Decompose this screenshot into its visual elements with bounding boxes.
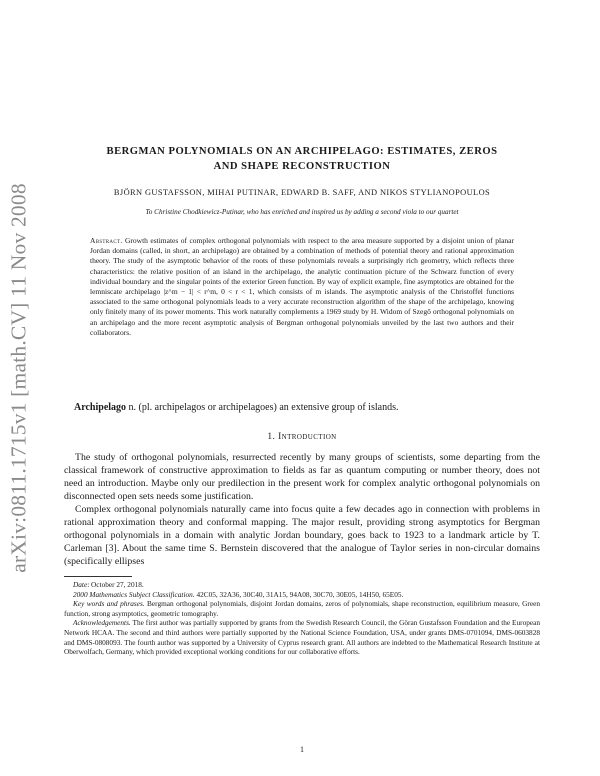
epigraph-term: Archipelago <box>74 402 127 413</box>
footnote-keywords-value: Bergman orthogonal polynomials, disjoint Jordan domains, zeros of polynomials, shape reconstruction, equilibrium measure, Green function, strong asymptotics, geometric tomography. <box>64 599 540 618</box>
footnote-date-value: : October 27, 2018. <box>87 580 144 589</box>
footnote-acknowledgements <box>64 618 540 656</box>
epigraph-definition: n. (pl. archipelagos or archipelagoes) an extensive group of islands. <box>128 402 399 413</box>
title-line-2: AND SHAPE RECONSTRUCTION <box>213 161 391 172</box>
epigraph <box>74 402 534 413</box>
footnote-date-label: Date <box>73 580 88 589</box>
footnote-msc <box>64 590 540 600</box>
page-number: 1 <box>300 745 304 754</box>
author-list: BJÖRN GUSTAFSSON, MIHAI PUTINAR, EDWARD B. SAFF, AND NIKOS STYLIANOPOULOS <box>113 188 491 197</box>
abstract <box>90 236 514 338</box>
footnote-msc-label: 2000 Mathematics Subject Classification. <box>73 589 195 599</box>
arxiv-sidebar-stamp <box>4 168 34 588</box>
footnote-keywords <box>64 599 540 618</box>
footnotes <box>64 580 540 657</box>
dedication: To Christine Chodkiewicz-Putinar, who has enriched and inspired us by adding a second viola to our quartet <box>145 208 459 216</box>
body-text <box>64 451 540 568</box>
footnote-ack-label: Acknowledgements. <box>73 618 131 628</box>
footnote-rule <box>64 576 132 577</box>
title-line-1: BERGMAN POLYNOMIALS ON AN ARCHIPELAGO: ESTIMATES, ZEROS <box>106 146 498 157</box>
abstract-label: Abstract. <box>90 236 123 245</box>
paper-title <box>64 144 540 174</box>
paragraph-1: The study of orthogonal polynomials, resurrected recently by many groups of scientists, some departing from the classical framework of constructive approximation to fields as far as quantum computing or number theory, does not need an introduction. Maybe only our predilection in the present work for complex analytic orthogonal polynomials on disconnected open sets needs some justification. <box>64 452 540 502</box>
footnote-msc-value: 42C05, 32A36, 30C40, 31A15, 94A08, 30C70, 30E05, 14H50, 65E05. <box>196 589 404 599</box>
arxiv-identifier: arXiv:0811.1715v1 [math.CV] 11 Nov 2008 <box>6 183 31 573</box>
section-heading: 1. Introduction <box>267 432 337 442</box>
footnote-keywords-label: Key words and phrases. <box>73 599 145 609</box>
footnote-date <box>64 580 540 590</box>
footnote-ack-value: The first author was partially supported by grants from the Swedish Research Council, the Göran Gustafsson Foundation and the European Network HCAA. The second and third authors were partially supported by the National Science Foundation, USA, under grants DMS-0701094, DMS-0603828 and DMS-0808093. The fourth author was supported by a University of Cyprus research grant. All authors are indebted to the Mathematical Research Institute at Oberwolfach, Germany, which provided exceptional working conditions for our collaborative efforts. <box>64 618 540 657</box>
abstract-text: Growth estimates of complex orthogonal polynomials with respect to the area measure supported by a disjoint union of planar Jordan domains (called, in short, an archipelago) are obtained by a combination of methods of potential theory and rational approximation theory. The study of the asymptotic behavior of the roots of these polynomials reveals a surprisingly rich geometry, which reflects three characteristics: the relative position of an island in the archipelago, the analytic continuation picture of the Schwarz function of every individual boundary and the singular points of the exterior Green function. By way of explicit example, fine asymptotics are obtained for the lemniscate archipelago |z^m − 1| < r^m, 0 < r < 1, which consists of m islands. The asymptotic analysis of the Christoffel functions associated to the same orthogonal polynomials leads to a very accurate reconstruction algorithm of the shape of the archipelago, knowing only finitely many of its power moments. This work naturally complements a 1969 study by H. Widom of Szegő orthogonal polynomials on an archipelago and the more recent asymptotic analysis of Bergman orthogonal polynomials unveiled by the last two authors and their collaborators. <box>90 236 515 337</box>
paragraph-2: Complex orthogonal polynomials naturally came into focus quite a few decades ago in connection with problems in rational approximation theory and conformal mapping. The major result, providing strong asymptotics for Bergman orthogonal polynomials in a domain with analytic Jordan boundary, goes back to 1923 to a landmark article by T. Carleman [3]. About the same time S. Bernstein discovered that the analogue of Taylor series in non-circular domains (specifically ellipses <box>64 504 540 567</box>
